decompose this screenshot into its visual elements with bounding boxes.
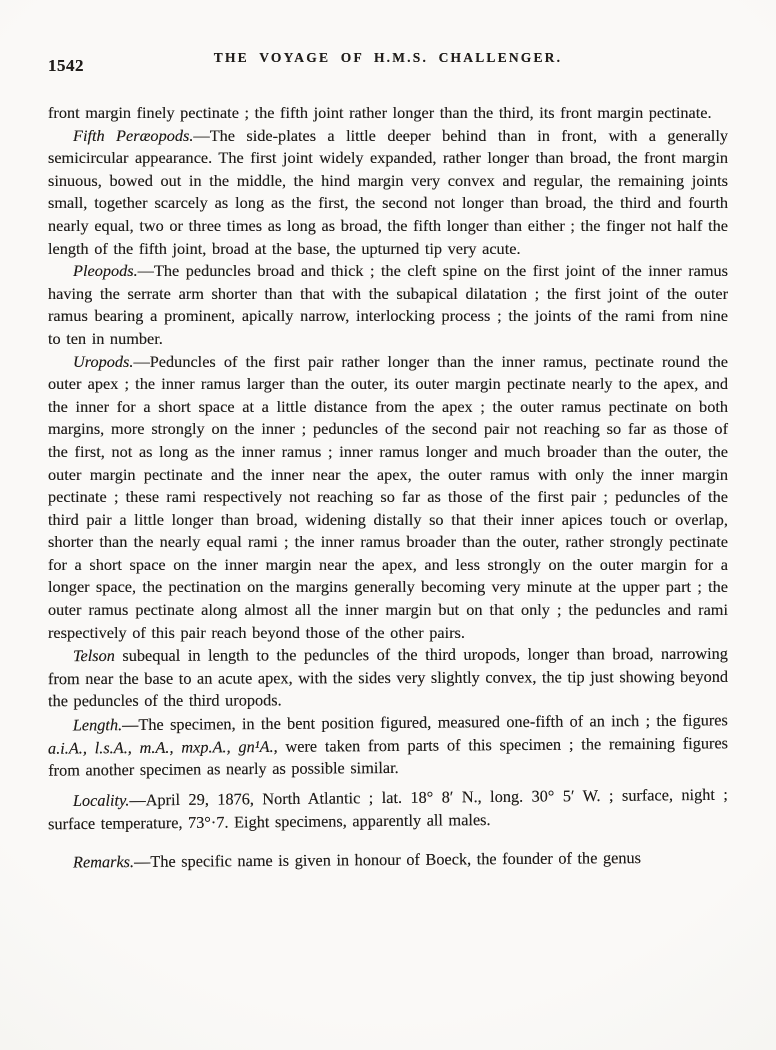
running-head-title: THE VOYAGE OF H.M.S. CHALLENGER. <box>213 50 563 65</box>
page-header <box>0 0 776 80</box>
paragraph-pleopods <box>48 260 728 350</box>
text-run: —April 29, 1876, North Atlantic ; lat. 18° 8′ N., long. 30° 5′ W. ; surface, night ; surface temperature, 73°·7. Eight specimens, apparently all males. <box>48 784 728 833</box>
paragraph-fifth-peraeopods <box>48 125 728 261</box>
italic-text-run: Remarks. <box>72 851 135 872</box>
italic-text-run: Length. <box>72 715 123 735</box>
paragraph-continuation <box>48 102 728 125</box>
page-number: 1542 <box>48 56 84 75</box>
text-run: were taken from parts of this specimen ; the remaining figures from another specimen as nearly as possible similar. <box>48 732 729 780</box>
text-run: —The specific name is given in honour of Boeck, the founder of the genus <box>133 848 642 871</box>
italic-text-run: Locality. <box>72 790 130 810</box>
italic-text-run: Uropods. <box>73 351 134 371</box>
italic-text-run: Fifth Peræopods. <box>73 125 194 145</box>
text-run: —The specimen, in the bent position figured, measured one-fifth of an inch ; the figures <box>122 710 728 735</box>
paragraph-uropods <box>48 351 728 645</box>
text-run: front margin finely pectinate ; the fifth joint rather longer than the third, its front margin pectinate. <box>48 103 712 122</box>
paragraph-remarks <box>48 846 728 874</box>
italic-text-run: a.i.A., l.s.A., m.A., mxp.A., gn¹A., <box>47 736 278 758</box>
paragraph-length <box>48 709 729 782</box>
page-body <box>48 102 728 872</box>
italic-text-run: Telson <box>72 646 115 666</box>
text-run: —The side-plates a little deeper behind than in front, with a generally semicircular appearance. The first joint widely expanded, rather longer than broad, the front margin sinuous, bowed out in the middle, the hind margin very convex and regular, the remaining joints small, together scarcely as long as the first, the second not longer than broad, the third and fourth nearly equal, two or three times as long as broad, the fifth longer than either ; the finger not half the length of the fifth joint, broad at the base, the upturned tip very acute. <box>48 125 728 258</box>
text-run: —The peduncles broad and thick ; the cleft spine on the first joint of the inner ramus having the serrate arm shorter than that with the subapical dilatation ; the first joint of the outer ramus bearing a prominent, apically narrow, interlocking process ; the joints of the rami from nine to ten in number. <box>48 261 728 348</box>
italic-text-run: Pleopods. <box>73 261 138 281</box>
paragraph-locality <box>48 784 728 836</box>
text-run: subequal in length to the peduncles of the third uropods, longer than broad, narrowing from near the base to an acute apex, with the sides very slightly convex, the tip just showing beyond the peduncles of the third uropods. <box>47 644 729 711</box>
paragraph-telson <box>48 643 728 713</box>
text-run: —Peduncles of the first pair rather longer than the inner ramus, pectinate round the outer apex ; the inner ramus larger than the outer, its outer margin pectinate nearly to the apex, and the inner for a short space at a little distance from the apex ; the outer ramus pectinate on both margins, more strongly on the inner ; peduncles of the second pair not reaching so far as those of the first, not as long as the inner ramus ; inner ramus longer and much broader than the outer, the outer margin pectinate and the inner near the apex, the outer ramus with only the inner margin pectinate ; these rami respectively not reaching so far as those of the first pair ; peduncles of the third pair a little longer than broad, widening distally so that their inner apices touch or overlap, shorter than the nearly equal rami ; the inner ramus broader than the outer, rather strongly pectinate for a short space on the inner margin near the apex, and less strongly on the outer margin for a longer space, the pectination on the margins generally becoming very minute at the upper part ; the outer ramus pectinate along almost all the inner margin but on that only ; the peduncles and rami respectively of this pair reach beyond those of the other pairs. <box>48 351 728 642</box>
